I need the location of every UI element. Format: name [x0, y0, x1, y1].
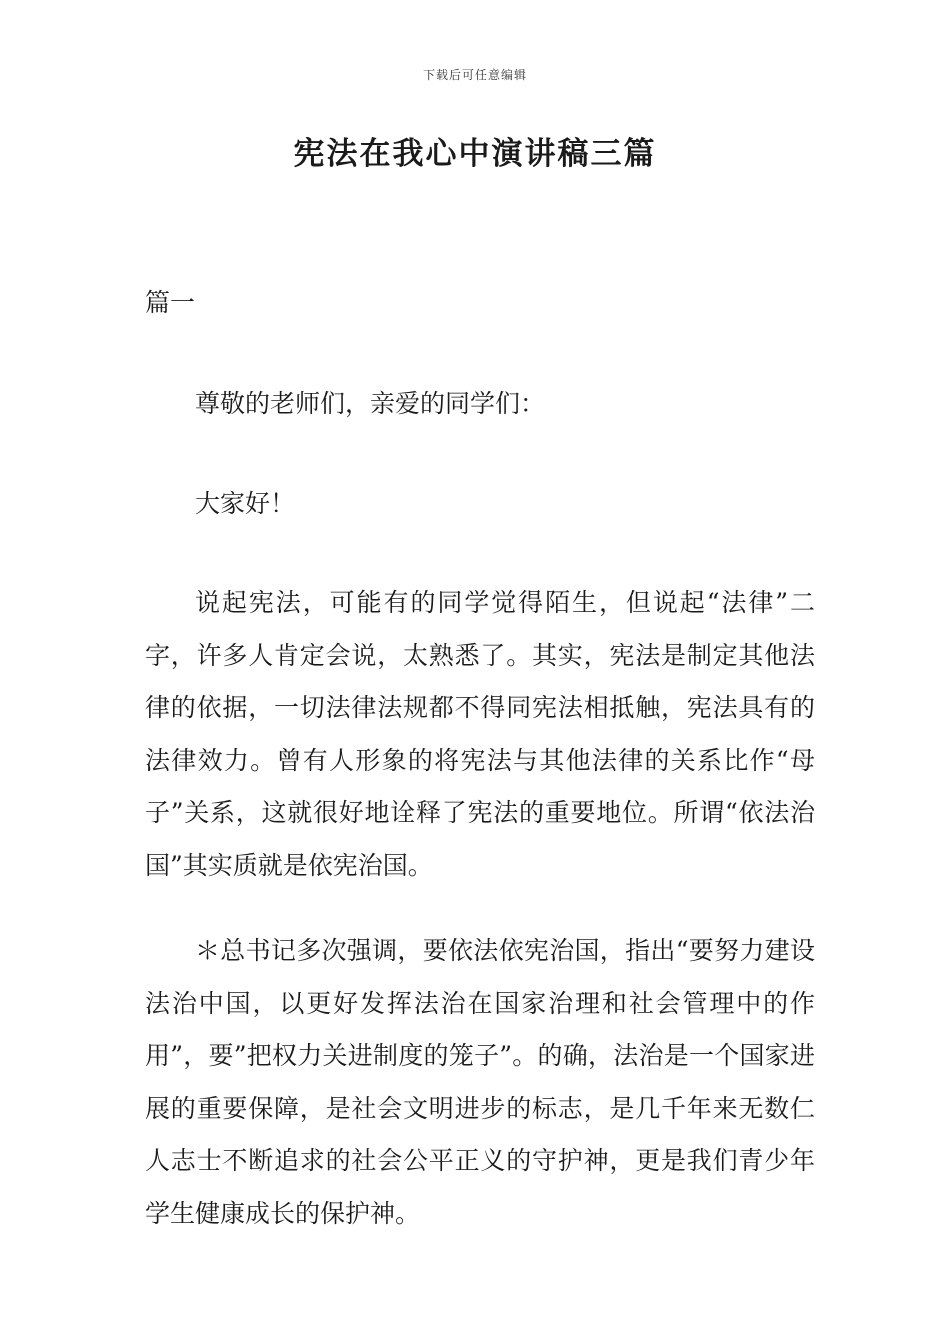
greeting-paragraph: 大家好！ [195, 489, 296, 518]
body-paragraph-2: ＊总书记多次强调，要依法依宪治国，指出“要努力建设法治中国，以更好发挥法治在国家治理和社会管理中的作用”，要”把权力关进制度的笼子”。的确，法治是一个国家进展的重要保障，是社会文明进步的标志，是几千年来无数仁人志士不断追求的社会公平正义的守护神，更是我们青少年学生健康成长的保护神。 [145, 936, 815, 1228]
document-title: 宪法在我心中演讲稿三篇 [293, 136, 657, 172]
section-heading: 篇一 [145, 288, 196, 317]
body-paragraph-1: 说起宪法，可能有的同学觉得陌生，但说起“法律”二字，许多人肯定会说，太熟悉了。其实，宪法是制定其他法律的依据，一切法律法规都不得同宪法相抵触，宪法具有的法律效力。曾有人形象的将宪法与其他法律的关系比作“母子”关系，这就很好地诠释了宪法的重要地位。所谓“依法治国”其实质就是依宪治国。 [145, 588, 815, 880]
salutation-paragraph: 尊敬的老师们，亲爱的同学们： [195, 389, 546, 418]
header-note: 下载后可任意编辑 [422, 68, 527, 82]
